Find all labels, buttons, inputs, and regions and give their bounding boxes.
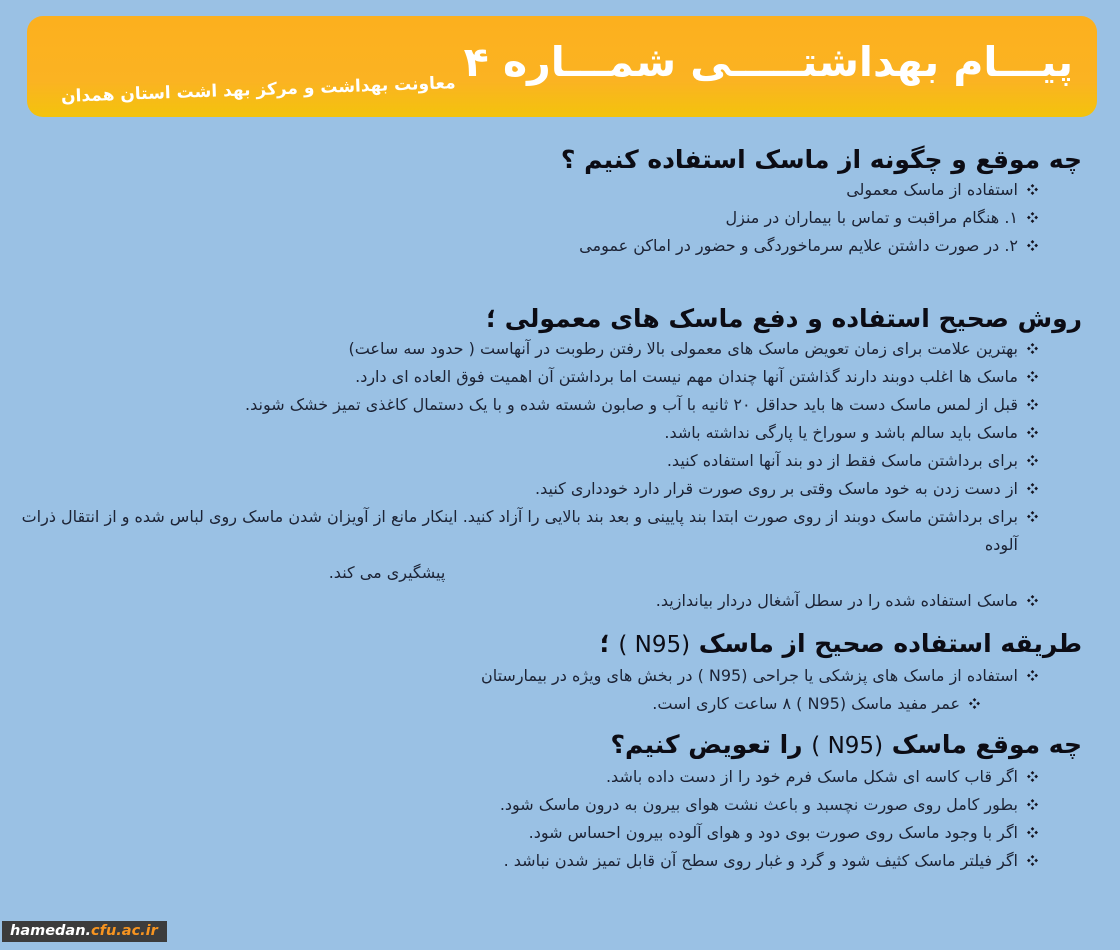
n95-label: (N95 ) (618, 632, 691, 658)
diamond-bullet-icon (1027, 240, 1038, 251)
watermark-site-suffix: cfu.ac.ir (91, 923, 158, 939)
list-item (16, 847, 1038, 875)
list-item (16, 204, 1038, 232)
bullet-text: بهترین علامت برای زمان تعویض ماسک های معمولی بالا رفتن رطوبت در آنهاست ( حدود سه ساعت) (348, 339, 1018, 358)
bullet-text: قبل از لمس ماسک دست ها باید حداقل ۲۰ ثانیه با آب و صابون شسته شده و با یک دستمال کاغذی تمیز خشک شوند. (245, 395, 1018, 414)
diamond-bullet-icon (1027, 799, 1038, 810)
bullet-text: ماسک باید سالم باشد و سوراخ یا پارگی نداشته باشد. (664, 423, 1018, 442)
bullet-text: برای برداشتن ماسک دوبند از روی صورت ابتدا بند پایینی و بعد بند بالایی را آزاد کنید. اینکار مانع از آویزان شدن ماسک روی لباس شده و از انتقال ذرات آلوده (21, 507, 1018, 554)
bullet-text: از دست زدن به خود ماسک وقتی بر روی صورت قرار دارد خودداری کنید. (535, 479, 1018, 498)
bullet-list-ordinary-mask-disposal (16, 335, 1082, 615)
list-item (16, 690, 1038, 718)
bulletin-body (0, 117, 1120, 875)
heading-text: ؛ (599, 629, 619, 658)
section-heading-n95-usage (16, 627, 1082, 662)
heading-text: چه موقع ماسک (883, 730, 1082, 759)
bullet-text: اگر با وجود ماسک روی صورت بوی دود و هوای آلوده بیرون احساس شود. (528, 823, 1018, 842)
diamond-bullet-icon (1027, 855, 1038, 866)
diamond-bullet-icon (1027, 827, 1038, 838)
heading-text: طریقه استفاده صحیح از ماسک (690, 629, 1082, 658)
diamond-bullet-icon (969, 698, 980, 709)
diamond-bullet-icon (1027, 455, 1038, 466)
bullet-list-n95-usage (16, 662, 1082, 718)
bullet-text: ۲. در صورت داشتن علایم سرماخوردگی و حضور در اماکن عمومی (579, 236, 1018, 255)
list-item (16, 447, 1038, 475)
diamond-bullet-icon (1027, 212, 1038, 223)
list-item (16, 335, 1038, 363)
list-item (16, 791, 1038, 819)
list-item (16, 763, 1038, 791)
section-heading-when-how: چه موقع و چگونه از ماسک استفاده کنیم ؟ (560, 145, 1082, 174)
bullet-text: بطور کامل روی صورت نچسبد و باعث نشت هوای بیرون به درون ماسک شود. (499, 795, 1018, 814)
list-item (16, 232, 1038, 260)
bullet-text: استفاده از ماسک معمولی (846, 180, 1018, 199)
watermark (2, 921, 167, 942)
diamond-bullet-icon (1027, 399, 1038, 410)
diamond-bullet-icon (1027, 670, 1038, 681)
bullet-text: اگر قاب کاسه ای شکل ماسک فرم خود را از دست داده باشد. (605, 767, 1018, 786)
bullet-text: اگر فیلتر ماسک کثیف شود و گرد و غبار روی سطح آن قابل تمیز شدن نباشد . (503, 851, 1018, 870)
section-heading-ordinary-mask-disposal: روش صحیح استفاده و دفع ماسک های معمولی ؛ (486, 304, 1082, 333)
bullet-text: ماسک ها اغلب دوبند دارند گذاشتن آنها چندان مهم نیست اما برداشتن آن اهمیت فوق العاده ای دارد. (355, 367, 1018, 386)
watermark-site-prefix: hamedan. (10, 923, 92, 939)
list-item (16, 503, 1038, 559)
diamond-bullet-icon (1027, 595, 1038, 606)
bullet-text: عمر مفید ماسک (N95 ) ۸ ساعت کاری است. (652, 694, 960, 713)
list-item (16, 559, 1038, 587)
list-item (16, 391, 1038, 419)
bullet-text: پیشگیری می کند. (328, 563, 446, 582)
list-item (16, 363, 1038, 391)
bullet-text: ۱. هنگام مراقبت و تماس با بیماران در منزل (725, 208, 1018, 227)
list-item (16, 662, 1038, 690)
n95-label: (N95 ) (811, 733, 884, 759)
diamond-bullet-icon (1027, 343, 1038, 354)
list-item (16, 819, 1038, 847)
diamond-bullet-icon (1027, 371, 1038, 382)
bullet-text: برای برداشتن ماسک فقط از دو بند آنها استفاده کنید. (666, 451, 1018, 470)
list-item (16, 587, 1038, 615)
bullet-text: ماسک استفاده شده را در سطل آشغال دردار بیاندازید. (655, 591, 1018, 610)
diamond-bullet-icon (1027, 427, 1038, 438)
section-heading-n95-replace (16, 728, 1082, 763)
bulletin-title: پیـــام بهداشتـــــی شمـــاره ۴ (463, 38, 1073, 86)
list-item (16, 419, 1038, 447)
list-item (16, 176, 1038, 204)
org-subtitle: معاونت بهداشت و مرکز بهد اشت استان همدان (60, 73, 456, 107)
list-item (16, 475, 1038, 503)
header-banner (27, 16, 1097, 117)
bullet-list-n95-replace (16, 763, 1082, 875)
heading-text: را تعویض کنیم؟ (610, 730, 812, 759)
diamond-bullet-icon (1027, 483, 1038, 494)
diamond-bullet-icon (1027, 184, 1038, 195)
diamond-bullet-icon (1027, 771, 1038, 782)
bullet-text: استفاده از ماسک های پزشکی یا جراحی (N95 ) در بخش های ویژه در بیمارستان (480, 666, 1018, 685)
diamond-bullet-icon (1027, 511, 1038, 522)
bullet-list-when-how (16, 176, 1082, 260)
